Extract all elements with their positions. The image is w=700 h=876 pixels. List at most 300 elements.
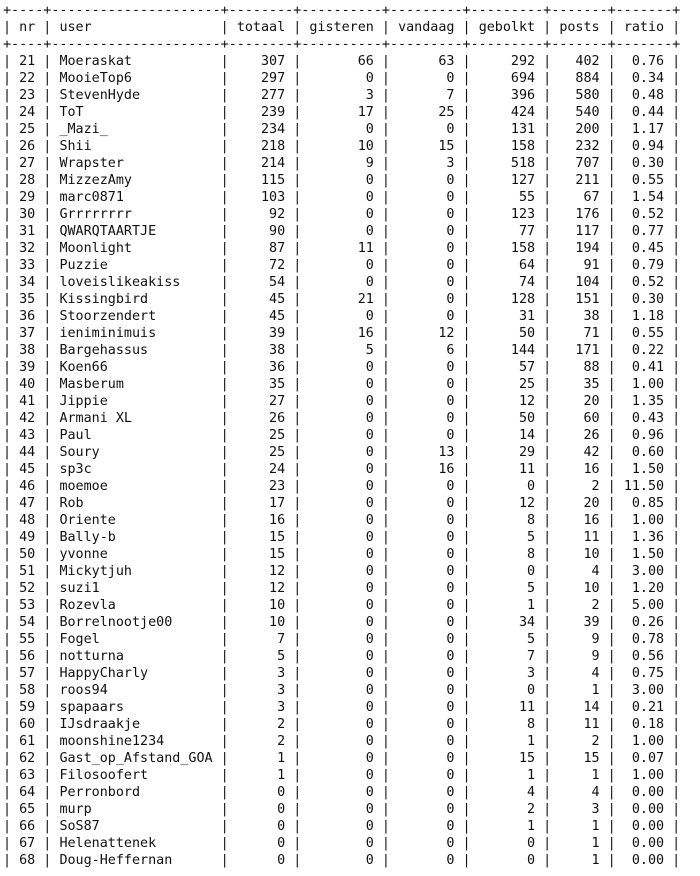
cell-totaal: 72 <box>236 258 286 273</box>
cell-posts: 67 <box>559 190 600 205</box>
table-row: | 24 | ToT | 239 | 17 | 25 | 424 | 540 | 0.44 | <box>3 105 681 120</box>
cell-totaal: 10 <box>236 598 286 613</box>
cell-ratio: 0.60 <box>623 445 665 460</box>
cell-totaal: 115 <box>236 173 286 188</box>
cell-totaal: 214 <box>236 156 286 171</box>
cell-vandaag: 0 <box>398 377 455 392</box>
cell-gisteren: 0 <box>309 394 374 409</box>
table-row: | 27 | Wrapster | 214 | 9 | 3 | 518 | 707 | 0.30 | <box>3 156 681 171</box>
cell-vandaag: 0 <box>398 768 455 783</box>
cell-gisteren: 0 <box>309 598 374 613</box>
cell-gebolkt: 131 <box>478 122 536 137</box>
cell-nr: 50 <box>19 547 36 562</box>
cell-user: SoS87 <box>59 819 213 834</box>
cell-totaal: 5 <box>236 649 286 664</box>
cell-totaal: 12 <box>236 564 286 579</box>
cell-ratio: 0.75 <box>623 666 665 681</box>
cell-gebolkt: 12 <box>478 496 536 511</box>
cell-posts: 1 <box>559 836 600 851</box>
table-header: | nr | user | totaal | gisteren | vandaag | gebolkt | posts | ratio | <box>3 20 681 35</box>
cell-totaal: 90 <box>236 224 286 239</box>
table-row: | 44 | Soury | 25 | 0 | 13 | 29 | 42 | 0.60 | <box>3 445 681 460</box>
cell-posts: 402 <box>559 54 600 69</box>
cell-gebolkt: 25 <box>478 377 536 392</box>
cell-gebolkt: 694 <box>478 71 536 86</box>
cell-totaal: 0 <box>236 819 286 834</box>
table-row: | 26 | Shii | 218 | 10 | 15 | 158 | 232 | 0.94 | <box>3 139 681 154</box>
cell-ratio: 0.34 <box>623 71 665 86</box>
cell-ratio: 0.00 <box>623 802 665 817</box>
cell-posts: 1 <box>559 768 600 783</box>
cell-ratio: 0.96 <box>623 428 665 443</box>
cell-vandaag: 3 <box>398 156 455 171</box>
cell-user: Helenattenek <box>59 836 213 851</box>
cell-nr: 59 <box>19 700 36 715</box>
cell-totaal: 297 <box>236 71 286 86</box>
cell-posts: 38 <box>559 309 600 324</box>
cell-gisteren: 0 <box>309 632 374 647</box>
table-row: | 42 | Armani XL | 26 | 0 | 0 | 50 | 60 | 0.43 | <box>3 411 681 426</box>
cell-nr: nr <box>19 20 36 35</box>
cell-gebolkt: 123 <box>478 207 536 222</box>
table-row: | 38 | Bargehassus | 38 | 5 | 6 | 144 | 171 | 0.22 | <box>3 343 681 358</box>
cell-user: moonshine1234 <box>59 734 213 749</box>
table-row: | 56 | notturna | 5 | 0 | 0 | 7 | 9 | 0.56 | <box>3 649 681 664</box>
cell-nr: 32 <box>19 241 36 256</box>
cell-nr: 22 <box>19 71 36 86</box>
cell-gisteren: 0 <box>309 649 374 664</box>
table-row: | 22 | MooieTop6 | 297 | 0 | 0 | 694 | 884 | 0.34 | <box>3 71 681 86</box>
cell-totaal: 10 <box>236 615 286 630</box>
cell-totaal: 45 <box>236 292 286 307</box>
table-row: | 52 | suzi1 | 12 | 0 | 0 | 5 | 10 | 1.20 | <box>3 581 681 596</box>
cell-gebolkt: 31 <box>478 309 536 324</box>
cell-vandaag: 0 <box>398 496 455 511</box>
table-row: | 57 | HappyCharly | 3 | 0 | 0 | 3 | 4 | 0.75 | <box>3 666 681 681</box>
cell-gisteren: 0 <box>309 836 374 851</box>
cell-vandaag: 0 <box>398 479 455 494</box>
cell-gebolkt: 1 <box>478 734 536 749</box>
cell-gisteren: gisteren <box>309 20 374 35</box>
table-row: | 41 | Jippie | 27 | 0 | 0 | 12 | 20 | 1.35 | <box>3 394 681 409</box>
cell-posts: 11 <box>559 530 600 545</box>
cell-totaal: 39 <box>236 326 286 341</box>
cell-totaal: 0 <box>236 785 286 800</box>
cell-gebolkt: 57 <box>478 360 536 375</box>
table-row: | 46 | moemoe | 23 | 0 | 0 | 0 | 2 | 11.50 | <box>3 479 681 494</box>
table-row: | 51 | Mickytjuh | 12 | 0 | 0 | 0 | 4 | 3.00 | <box>3 564 681 579</box>
cell-posts: 540 <box>559 105 600 120</box>
cell-vandaag: 0 <box>398 275 455 290</box>
cell-nr: 51 <box>19 564 36 579</box>
cell-nr: 40 <box>19 377 36 392</box>
cell-nr: 48 <box>19 513 36 528</box>
cell-gebolkt: 1 <box>478 819 536 834</box>
cell-posts: 16 <box>559 513 600 528</box>
cell-gebolkt: 8 <box>478 547 536 562</box>
cell-totaal: 15 <box>236 530 286 545</box>
table-row: | 34 | loveislikeakiss | 54 | 0 | 0 | 74 | 104 | 0.52 | <box>3 275 681 290</box>
cell-vandaag: 0 <box>398 853 455 868</box>
cell-posts: 3 <box>559 802 600 817</box>
cell-gisteren: 0 <box>309 530 374 545</box>
table-row: | 60 | IJsdraakje | 2 | 0 | 0 | 8 | 11 | 0.18 | <box>3 717 681 732</box>
cell-ratio: 5.00 <box>623 598 665 613</box>
cell-gisteren: 21 <box>309 292 374 307</box>
table-row: | 21 | Moeraskat | 307 | 66 | 63 | 292 | 402 | 0.76 | <box>3 54 681 69</box>
cell-user: Oriente <box>59 513 213 528</box>
cell-nr: 63 <box>19 768 36 783</box>
cell-ratio: 0.22 <box>623 343 665 358</box>
cell-gebolkt: gebolkt <box>478 20 536 35</box>
cell-totaal: 2 <box>236 734 286 749</box>
cell-vandaag: 0 <box>398 547 455 562</box>
table-row: | 33 | Puzzie | 72 | 0 | 0 | 64 | 91 | 0.79 | <box>3 258 681 273</box>
table-border: +----+---------------------+--------+----------+---------+---------+-------+-------+ <box>3 3 681 18</box>
cell-vandaag: 0 <box>398 71 455 86</box>
cell-user: Paul <box>59 428 213 443</box>
cell-user: Moonlight <box>59 241 213 256</box>
cell-vandaag: 0 <box>398 258 455 273</box>
table-border: +----+---------------------+--------+----------+---------+---------+-------+-------+ <box>3 37 681 52</box>
cell-user: Borrelnootje00 <box>59 615 213 630</box>
cell-gisteren: 0 <box>309 666 374 681</box>
cell-totaal: 15 <box>236 547 286 562</box>
table-row: | 67 | Helenattenek | 0 | 0 | 0 | 0 | 1 | 0.00 | <box>3 836 681 851</box>
cell-totaal: 36 <box>236 360 286 375</box>
cell-vandaag: 6 <box>398 343 455 358</box>
table-row: | 35 | Kissingbird | 45 | 21 | 0 | 128 | 151 | 0.30 | <box>3 292 681 307</box>
cell-ratio: 1.00 <box>623 734 665 749</box>
cell-ratio: 1.17 <box>623 122 665 137</box>
cell-vandaag: 0 <box>398 666 455 681</box>
cell-user: moemoe <box>59 479 213 494</box>
cell-user: murp <box>59 802 213 817</box>
cell-gisteren: 0 <box>309 411 374 426</box>
cell-user: spapaars <box>59 700 213 715</box>
cell-ratio: 0.41 <box>623 360 665 375</box>
cell-vandaag: 0 <box>398 360 455 375</box>
table-row: | 59 | spapaars | 3 | 0 | 0 | 11 | 14 | 0.21 | <box>3 700 681 715</box>
cell-posts: 91 <box>559 258 600 273</box>
cell-totaal: 277 <box>236 88 286 103</box>
cell-nr: 55 <box>19 632 36 647</box>
cell-user: ieniminimuis <box>59 326 213 341</box>
cell-gisteren: 0 <box>309 496 374 511</box>
cell-gebolkt: 4 <box>478 785 536 800</box>
cell-ratio: 0.21 <box>623 700 665 715</box>
cell-gisteren: 0 <box>309 819 374 834</box>
cell-posts: 88 <box>559 360 600 375</box>
cell-nr: 61 <box>19 734 36 749</box>
cell-posts: 42 <box>559 445 600 460</box>
cell-gebolkt: 11 <box>478 700 536 715</box>
cell-vandaag: 0 <box>398 411 455 426</box>
cell-user: yvonne <box>59 547 213 562</box>
cell-posts: 20 <box>559 394 600 409</box>
table-row: | 25 | _Mazi_ | 234 | 0 | 0 | 131 | 200 | 1.17 | <box>3 122 681 137</box>
cell-nr: 43 <box>19 428 36 443</box>
cell-user: MizzezAmy <box>59 173 213 188</box>
cell-ratio: 0.44 <box>623 105 665 120</box>
cell-gebolkt: 64 <box>478 258 536 273</box>
cell-gisteren: 0 <box>309 547 374 562</box>
cell-gebolkt: 3 <box>478 666 536 681</box>
cell-gisteren: 10 <box>309 139 374 154</box>
cell-gisteren: 0 <box>309 428 374 443</box>
cell-posts: 20 <box>559 496 600 511</box>
cell-totaal: 3 <box>236 700 286 715</box>
cell-gebolkt: 34 <box>478 615 536 630</box>
cell-ratio: 1.50 <box>623 462 665 477</box>
cell-gisteren: 0 <box>309 207 374 222</box>
cell-gebolkt: 5 <box>478 530 536 545</box>
table-row: | 64 | Perronbord | 0 | 0 | 0 | 4 | 4 | 0.00 | <box>3 785 681 800</box>
cell-vandaag: 15 <box>398 139 455 154</box>
cell-vandaag: 0 <box>398 207 455 222</box>
cell-user: suzi1 <box>59 581 213 596</box>
cell-gebolkt: 5 <box>478 632 536 647</box>
cell-ratio: 0.55 <box>623 326 665 341</box>
cell-vandaag: 0 <box>398 224 455 239</box>
cell-gisteren: 0 <box>309 581 374 596</box>
cell-nr: 30 <box>19 207 36 222</box>
cell-totaal: 38 <box>236 343 286 358</box>
cell-gisteren: 0 <box>309 71 374 86</box>
cell-vandaag: 0 <box>398 700 455 715</box>
table-row: | 36 | Stoorzendert | 45 | 0 | 0 | 31 | 38 | 1.18 | <box>3 309 681 324</box>
cell-ratio: 1.35 <box>623 394 665 409</box>
cell-user: Masberum <box>59 377 213 392</box>
cell-posts: 4 <box>559 564 600 579</box>
cell-posts: 1 <box>559 853 600 868</box>
cell-ratio: 1.20 <box>623 581 665 596</box>
cell-gebolkt: 424 <box>478 105 536 120</box>
cell-posts: 15 <box>559 751 600 766</box>
cell-totaal: 1 <box>236 751 286 766</box>
cell-vandaag: 0 <box>398 394 455 409</box>
cell-ratio: 1.00 <box>623 377 665 392</box>
cell-totaal: 103 <box>236 190 286 205</box>
cell-totaal: 3 <box>236 683 286 698</box>
cell-posts: 39 <box>559 615 600 630</box>
table-row: | 40 | Masberum | 35 | 0 | 0 | 25 | 35 | 1.00 | <box>3 377 681 392</box>
cell-vandaag: 0 <box>398 615 455 630</box>
cell-nr: 24 <box>19 105 36 120</box>
cell-totaal: 239 <box>236 105 286 120</box>
cell-nr: 67 <box>19 836 36 851</box>
cell-vandaag: vandaag <box>398 20 455 35</box>
cell-gebolkt: 127 <box>478 173 536 188</box>
cell-nr: 52 <box>19 581 36 596</box>
cell-user: Wrapster <box>59 156 213 171</box>
cell-ratio: 3.00 <box>623 683 665 698</box>
cell-totaal: 0 <box>236 836 286 851</box>
cell-gisteren: 0 <box>309 785 374 800</box>
cell-vandaag: 0 <box>398 428 455 443</box>
cell-gebolkt: 292 <box>478 54 536 69</box>
cell-gebolkt: 0 <box>478 683 536 698</box>
cell-gebolkt: 74 <box>478 275 536 290</box>
cell-user: Rob <box>59 496 213 511</box>
cell-gisteren: 0 <box>309 615 374 630</box>
cell-vandaag: 0 <box>398 564 455 579</box>
cell-user: roos94 <box>59 683 213 698</box>
cell-nr: 58 <box>19 683 36 698</box>
cell-totaal: 12 <box>236 581 286 596</box>
cell-ratio: 11.50 <box>623 479 665 494</box>
cell-vandaag: 0 <box>398 598 455 613</box>
cell-vandaag: 0 <box>398 173 455 188</box>
cell-nr: 41 <box>19 394 36 409</box>
cell-vandaag: 0 <box>398 785 455 800</box>
cell-ratio: 0.00 <box>623 853 665 868</box>
table-row: | 58 | roos94 | 3 | 0 | 0 | 0 | 1 | 3.00 | <box>3 683 681 698</box>
cell-nr: 49 <box>19 530 36 545</box>
cell-gisteren: 3 <box>309 88 374 103</box>
cell-user: Stoorzendert <box>59 309 213 324</box>
cell-vandaag: 0 <box>398 819 455 834</box>
cell-totaal: 1 <box>236 768 286 783</box>
table-row: | 63 | Filosoofert | 1 | 0 | 0 | 1 | 1 | 1.00 | <box>3 768 681 783</box>
cell-gebolkt: 29 <box>478 445 536 460</box>
cell-posts: posts <box>559 20 600 35</box>
cell-posts: 2 <box>559 479 600 494</box>
cell-user: Perronbord <box>59 785 213 800</box>
cell-vandaag: 0 <box>398 751 455 766</box>
cell-user: _Mazi_ <box>59 122 213 137</box>
cell-nr: 33 <box>19 258 36 273</box>
table-row: | 48 | Oriente | 16 | 0 | 0 | 8 | 16 | 1.00 | <box>3 513 681 528</box>
cell-totaal: 25 <box>236 445 286 460</box>
cell-posts: 117 <box>559 224 600 239</box>
cell-totaal: 2 <box>236 717 286 732</box>
table-row: | 45 | sp3c | 24 | 0 | 16 | 11 | 16 | 1.50 | <box>3 462 681 477</box>
cell-vandaag: 0 <box>398 513 455 528</box>
cell-vandaag: 12 <box>398 326 455 341</box>
cell-nr: 57 <box>19 666 36 681</box>
cell-nr: 65 <box>19 802 36 817</box>
cell-totaal: 0 <box>236 802 286 817</box>
cell-vandaag: 0 <box>398 309 455 324</box>
cell-user: marc0871 <box>59 190 213 205</box>
cell-nr: 26 <box>19 139 36 154</box>
cell-posts: 2 <box>559 598 600 613</box>
cell-nr: 54 <box>19 615 36 630</box>
cell-gisteren: 0 <box>309 462 374 477</box>
cell-gebolkt: 77 <box>478 224 536 239</box>
cell-ratio: 0.85 <box>623 496 665 511</box>
cell-posts: 9 <box>559 649 600 664</box>
cell-posts: 211 <box>559 173 600 188</box>
cell-ratio: 0.79 <box>623 258 665 273</box>
cell-user: Fogel <box>59 632 213 647</box>
cell-gisteren: 0 <box>309 683 374 698</box>
cell-posts: 26 <box>559 428 600 443</box>
cell-totaal: 45 <box>236 309 286 324</box>
cell-posts: 1 <box>559 683 600 698</box>
table-row: | 47 | Rob | 17 | 0 | 0 | 12 | 20 | 0.85 | <box>3 496 681 511</box>
cell-gisteren: 0 <box>309 377 374 392</box>
cell-totaal: 35 <box>236 377 286 392</box>
cell-posts: 151 <box>559 292 600 307</box>
cell-posts: 194 <box>559 241 600 256</box>
cell-nr: 31 <box>19 224 36 239</box>
cell-nr: 66 <box>19 819 36 834</box>
cell-vandaag: 0 <box>398 632 455 647</box>
cell-ratio: 0.77 <box>623 224 665 239</box>
cell-ratio: 1.50 <box>623 547 665 562</box>
cell-posts: 4 <box>559 785 600 800</box>
cell-ratio: 0.55 <box>623 173 665 188</box>
cell-nr: 62 <box>19 751 36 766</box>
cell-user: Gast_op_Afstand_GOA <box>59 751 213 766</box>
cell-ratio: 1.18 <box>623 309 665 324</box>
cell-gisteren: 0 <box>309 173 374 188</box>
cell-gebolkt: 50 <box>478 411 536 426</box>
cell-posts: 707 <box>559 156 600 171</box>
cell-vandaag: 0 <box>398 530 455 545</box>
cell-user: HappyCharly <box>59 666 213 681</box>
cell-vandaag: 25 <box>398 105 455 120</box>
cell-gebolkt: 11 <box>478 462 536 477</box>
cell-user: Moeraskat <box>59 54 213 69</box>
cell-nr: 27 <box>19 156 36 171</box>
cell-user: Puzzie <box>59 258 213 273</box>
cell-ratio: 0.45 <box>623 241 665 256</box>
cell-gisteren: 0 <box>309 445 374 460</box>
cell-nr: 46 <box>19 479 36 494</box>
cell-nr: 45 <box>19 462 36 477</box>
cell-nr: 56 <box>19 649 36 664</box>
cell-gisteren: 0 <box>309 734 374 749</box>
cell-gebolkt: 2 <box>478 802 536 817</box>
cell-user: Mickytjuh <box>59 564 213 579</box>
cell-user: user <box>59 20 213 35</box>
table-row: | 49 | Bally-b | 15 | 0 | 0 | 5 | 11 | 1.36 | <box>3 530 681 545</box>
cell-gisteren: 0 <box>309 122 374 137</box>
cell-gisteren: 0 <box>309 309 374 324</box>
cell-user: Bally-b <box>59 530 213 545</box>
table-row: | 61 | moonshine1234 | 2 | 0 | 0 | 1 | 2 | 1.00 | <box>3 734 681 749</box>
cell-user: Grrrrrrrr <box>59 207 213 222</box>
cell-vandaag: 0 <box>398 734 455 749</box>
cell-gisteren: 0 <box>309 513 374 528</box>
cell-nr: 25 <box>19 122 36 137</box>
cell-totaal: 7 <box>236 632 286 647</box>
cell-ratio: 0.00 <box>623 819 665 834</box>
cell-user: Soury <box>59 445 213 460</box>
cell-posts: 2 <box>559 734 600 749</box>
cell-nr: 60 <box>19 717 36 732</box>
cell-gisteren: 9 <box>309 156 374 171</box>
cell-gisteren: 0 <box>309 190 374 205</box>
cell-user: Jippie <box>59 394 213 409</box>
cell-user: Shii <box>59 139 213 154</box>
cell-gebolkt: 5 <box>478 581 536 596</box>
cell-gisteren: 66 <box>309 54 374 69</box>
table-row: | 43 | Paul | 25 | 0 | 0 | 14 | 26 | 0.96 | <box>3 428 681 443</box>
cell-ratio: 0.26 <box>623 615 665 630</box>
cell-gebolkt: 8 <box>478 513 536 528</box>
cell-gebolkt: 12 <box>478 394 536 409</box>
cell-gisteren: 11 <box>309 241 374 256</box>
cell-vandaag: 0 <box>398 122 455 137</box>
table-row: | 31 | QWARQTAARTJE | 90 | 0 | 0 | 77 | 117 | 0.77 | <box>3 224 681 239</box>
cell-ratio: 0.00 <box>623 836 665 851</box>
cell-totaal: 23 <box>236 479 286 494</box>
cell-gisteren: 17 <box>309 105 374 120</box>
